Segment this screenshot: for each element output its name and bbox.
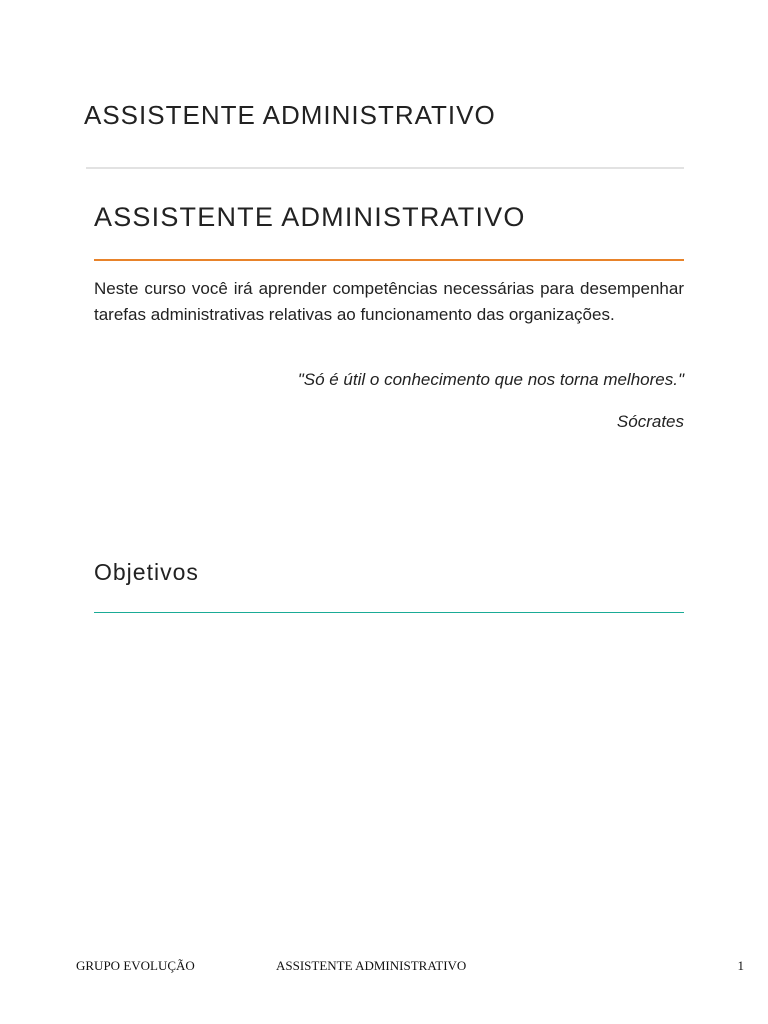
quote-author: Sócrates [616,412,684,431]
quote: "Só é útil o conhecimento que nos torna melhores." [297,370,684,389]
section-title: ASSISTENTE ADMINISTRATIVO [94,202,526,232]
footer-organization: GRUPO EVOLUÇÃO [76,958,195,973]
header-divider [86,167,684,169]
footer-document-title: ASSISTENTE ADMINISTRATIVO [276,958,467,973]
footer-page-number: 1 [737,958,744,973]
objectives-heading: Objetivos [94,559,199,585]
intro-paragraph: Neste curso você irá aprender competências necessárias para desempenhar tarefas administrativas relativas ao funcionamento das organizações. [94,279,684,324]
document-header-title: ASSISTENTE ADMINISTRATIVO [84,100,496,130]
objectives-divider [94,612,684,613]
section-divider [94,259,684,261]
